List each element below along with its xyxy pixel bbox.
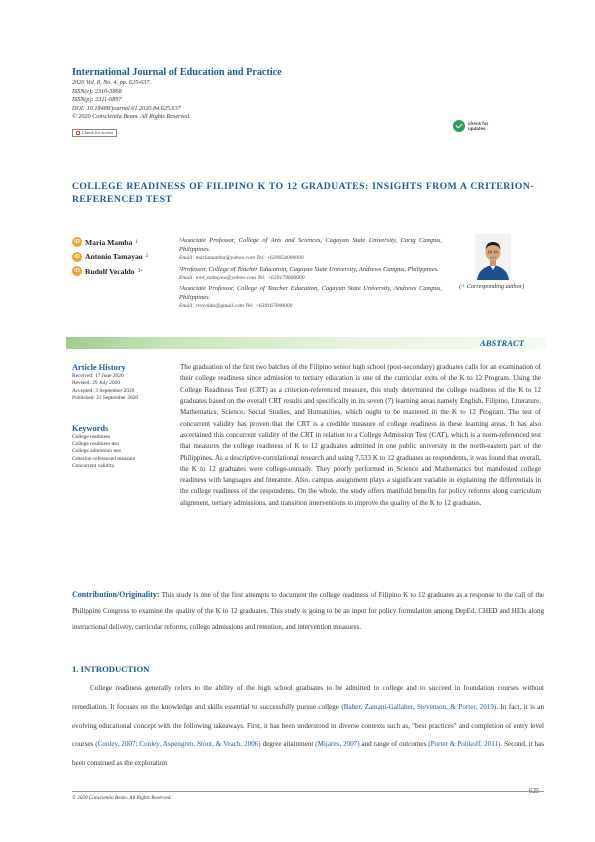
article-history-heading: Article History (72, 363, 126, 372)
journal-issn-p: ISSN(p): 2311-6897 (72, 96, 122, 104)
article-title: COLLEGE READINESS OF FILIPINO K TO 12 GRADUATES: INSIGHTS FROM A CRITERION-REFERENCED TEST (72, 181, 534, 205)
abstract-body: The graduation of the first two batches of the Filipino senior high school (post-secondary) graduates calls for an examination of their college readiness since admission to tertiary education is one of the curricular exits of the K to 12 Program. Using the College Readiness Test (CRT) as a criterion-referenced measure, this study determined the college readiness of the K to 12 graduates based on the overall CRT results and specifically in its seven (7) learning areas namely English, Filipino, Literature, Mathematics, Science, Social Studies, and Humanities, which ought to be mastered in the K to 12 Program. The test of concurrent validity has proven that the CRT is a credible measure of college readiness in these learning areas. It has also ascertained this concurrent validity of the CRT in relation to a College Admission Test (CAT), which is a norm-referenced test that measures the college readiness of K to 12 graduates admitted in one public university in the north-eastern part of the Philippines. As a descriptive-correlational research and using 7,533 K to 12 graduates as respondents, it was found that overall, the K to 12 graduates were college-unready. They poorly performed in Science and Mathematics but manifested college readiness with languages and literature. Also, campus assignment plays a significant variable in explaining the differentials in the college readiness of the respondents. On the whole, the study offers manifold benefits for policy reforms along curriculum alignment, tertiary admissions, and transition interventions to improve the quality of the K to 12 graduates. (180, 363, 541, 507)
article-history-item: Revised: 29 July 2020 (72, 380, 121, 387)
intro-text: degree attainment (260, 740, 316, 749)
journal-title[interactable]: International Journal of Education and Practice (72, 67, 282, 78)
affiliation-item (179, 284, 442, 312)
lock-icon (76, 131, 80, 135)
introduction-paragraph (72, 679, 544, 773)
author-item (72, 264, 172, 279)
section-heading: 1. INTRODUCTION (72, 664, 150, 674)
citation-link[interactable]: (Mijares, 2007) (315, 740, 360, 749)
article-history-item: Published: 21 September 2020 (72, 395, 139, 402)
journal-doi[interactable]: DOI: 10.18488/journal.61.2020.84.625.637 (72, 104, 181, 112)
affiliation-item (179, 265, 442, 283)
author-sup: 1 (135, 239, 138, 245)
contribution-originality (72, 587, 544, 635)
author-sup: 2 (145, 254, 149, 260)
citation-link[interactable]: (Baber, Zamani-Gallaher, Stevenson, & Porter, 2019) (341, 702, 497, 711)
citation-link[interactable]: (Conley, 2007; Conley, Aspengren, Stout, & Veach, 2006) (95, 740, 261, 749)
affiliation-text: ¹Associate Professor, College of Arts and Sciences, Cagayan State University, Carig Campus, Philippines. (179, 237, 442, 254)
citation-link[interactable]: (Porter & Polikoff, 2011) (428, 740, 501, 749)
access-badge[interactable] (72, 129, 117, 137)
orcid-icon[interactable]: iD (72, 252, 82, 262)
affiliation-text: ³Associate Professor, College of Teacher Education, Cagayan State University, Andrews Campus, Philippines. (179, 285, 442, 302)
author-item (72, 235, 172, 250)
author-name: Antonio Tamayao (85, 252, 143, 262)
abstract-bar (66, 337, 546, 349)
intro-text: . In fact, it is an evolving educational concept with the following takeaways. First, it has been understood in diverse contexts such as, "best practices" and completion of entry level courses (72, 702, 544, 749)
abstract-heading: ABSTRACT (480, 338, 524, 348)
affiliation-list (179, 236, 442, 313)
keyword-item: College readiness (72, 433, 111, 440)
affiliation-text: ²Professor, College of Teacher Education, Cagayan State University, Andrews Campus, Philippines. (179, 265, 439, 273)
keyword-item: College admission test (72, 448, 121, 455)
author-item (72, 250, 172, 265)
keyword-item: Concurrent validity. (72, 463, 116, 470)
intro-text: College readiness generally refers to the ability of the high school graduates to be admitted to college and to succeed in foundation courses without remediation. It focuses on the knowledge and skills essential to successfully pursue college (72, 684, 544, 711)
check-for-updates-button[interactable] (453, 120, 488, 132)
affiliation-email[interactable]: Email: rvecaldo@gmail.com Tel: +639167000000 (179, 303, 293, 310)
access-badge-label: Check for access (82, 130, 114, 136)
crossmark-line1: check for (468, 120, 489, 126)
contribution-text: This study is one of the first attempts to document the college readiness of Filipino K to 12 graduates as a response to the call of the Philippine Congress to examine the quality of the K to 12 graduates. This study is going to be an input for policy formulation among DepEd, CHED and HEIs along instructional delivery, curricular reforms, college admissions and retention, and intervention measures. (72, 591, 544, 631)
orcid-icon[interactable]: iD (72, 237, 82, 247)
author-photo (475, 234, 511, 280)
article-info-sidebar (72, 363, 172, 471)
affiliation-email[interactable]: Email: mariamamba@yahoo.com Tel: +639054000000 (179, 255, 304, 262)
footer-copyright: © 2020 Conscientia Beam. All Rights Reserved. (72, 795, 172, 801)
corresponding-author-caption: (+ Corresponding author) (459, 283, 525, 290)
crossmark-line2: updates (468, 126, 486, 131)
journal-volume: 2020 Vol. 8, No. 4, pp. 625-637. (72, 79, 152, 86)
author-sup: 3+ (137, 268, 143, 274)
intro-text: . Second, it has been construed as the exploration (72, 740, 544, 768)
author-name: Rudolf Vecaldo (85, 266, 135, 276)
article-history-item: Received: 17 June 2020 (72, 373, 124, 379)
affiliation-item (179, 236, 442, 264)
keywords-heading: Keywords (72, 423, 109, 433)
journal-copyright: © 2020 Conscientia Beam. All Rights Reserved. (72, 113, 191, 121)
article-history-item: Accepted: 3 September 2020 (72, 387, 135, 394)
footer-divider (72, 791, 544, 792)
affiliation-email[interactable]: Email: toni_tamayao@yahoo.com Tel: +639179000000 (179, 274, 305, 281)
intro-text: and range of outcomes (359, 740, 429, 749)
keyword-item: Criterion-referenced measure (72, 455, 136, 462)
keyword-item: College readiness test (72, 441, 120, 448)
page-number: 625 (529, 787, 540, 795)
author-list (72, 235, 172, 279)
orcid-icon[interactable]: iD (72, 266, 82, 276)
contribution-label: Contribution/Originality: (72, 590, 160, 599)
crossmark-icon (453, 120, 465, 132)
journal-issn-e: ISSN(e): 2310-3868 (72, 87, 122, 95)
author-name: Maria Mamba (85, 237, 133, 247)
